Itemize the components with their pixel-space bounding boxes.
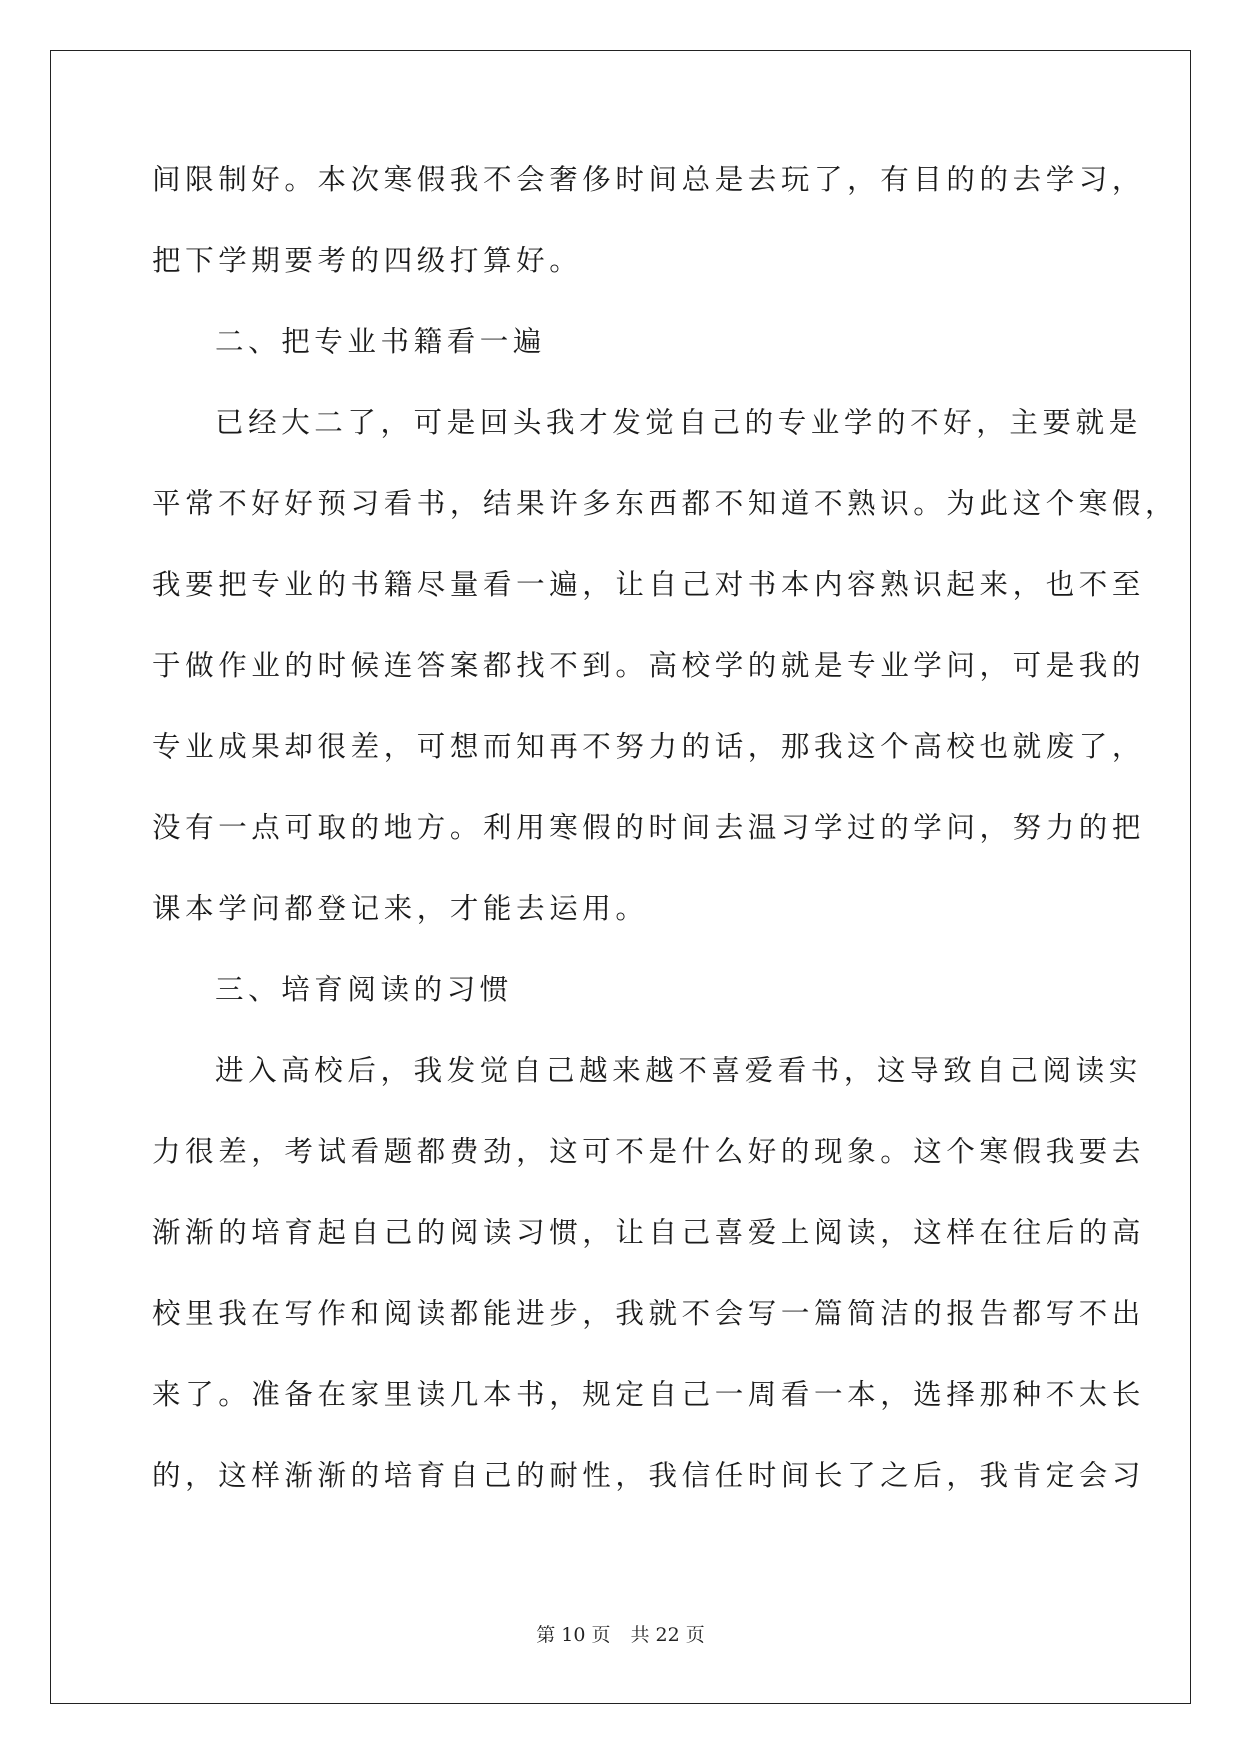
document-body bbox=[152, 160, 1179, 1537]
text-line: 进入高校后，我发觉自己越来越不喜爱看书，这导致自己阅读实 bbox=[215, 1054, 1142, 1087]
text-line: 渐渐的培育起自己的阅读习惯，让自己喜爱上阅读，这样在往后的高 bbox=[152, 1216, 1146, 1249]
text-line: 课本学问都登记来，才能去运用。 bbox=[152, 892, 649, 925]
text-line: 专业成果却很差，可想而知再不努力的话，那我这个高校也就废了， bbox=[152, 730, 1146, 763]
text-line: 来了。准备在家里读几本书，规定自己一周看一本，选择那种不太长 bbox=[152, 1378, 1146, 1411]
text-line: 力很差，考试看题都费劲，这可不是什么好的现象。这个寒假我要去 bbox=[152, 1135, 1146, 1168]
text-line: 把下学期要考的四级打算好。 bbox=[152, 244, 583, 277]
text-line: 我要把专业的书籍尽量看一遍，让自己对书本内容熟识起来，也不至 bbox=[152, 568, 1146, 601]
text-line: 的，这样渐渐的培育自己的耐性，我信任时间长了之后，我肯定会习 bbox=[152, 1459, 1146, 1492]
section-heading: 二、把专业书籍看一遍 bbox=[215, 325, 547, 358]
current-page-number: 第 10 页 bbox=[536, 1624, 611, 1646]
text-line: 平常不好好预习看书，结果许多东西都不知道不熟识。为此这个寒假， bbox=[152, 487, 1179, 520]
text-line: 已经大二了，可是回头我才发觉自己的专业学的不好，主要就是 bbox=[215, 406, 1142, 439]
page-footer bbox=[0, 1620, 1241, 1647]
total-page-count: 共 22 页 bbox=[630, 1624, 705, 1646]
text-line: 间限制好。本次寒假我不会奢侈时间总是去玩了，有目的的去学习， bbox=[152, 163, 1146, 196]
text-line: 校里我在写作和阅读都能进步，我就不会写一篇简洁的报告都写不出 bbox=[152, 1297, 1146, 1330]
text-line: 没有一点可取的地方。利用寒假的时间去温习学过的学问，努力的把 bbox=[152, 811, 1146, 844]
section-heading: 三、培育阅读的习惯 bbox=[215, 973, 513, 1006]
text-line: 于做作业的时候连答案都找不到。高校学的就是专业学问，可是我的 bbox=[152, 649, 1146, 682]
